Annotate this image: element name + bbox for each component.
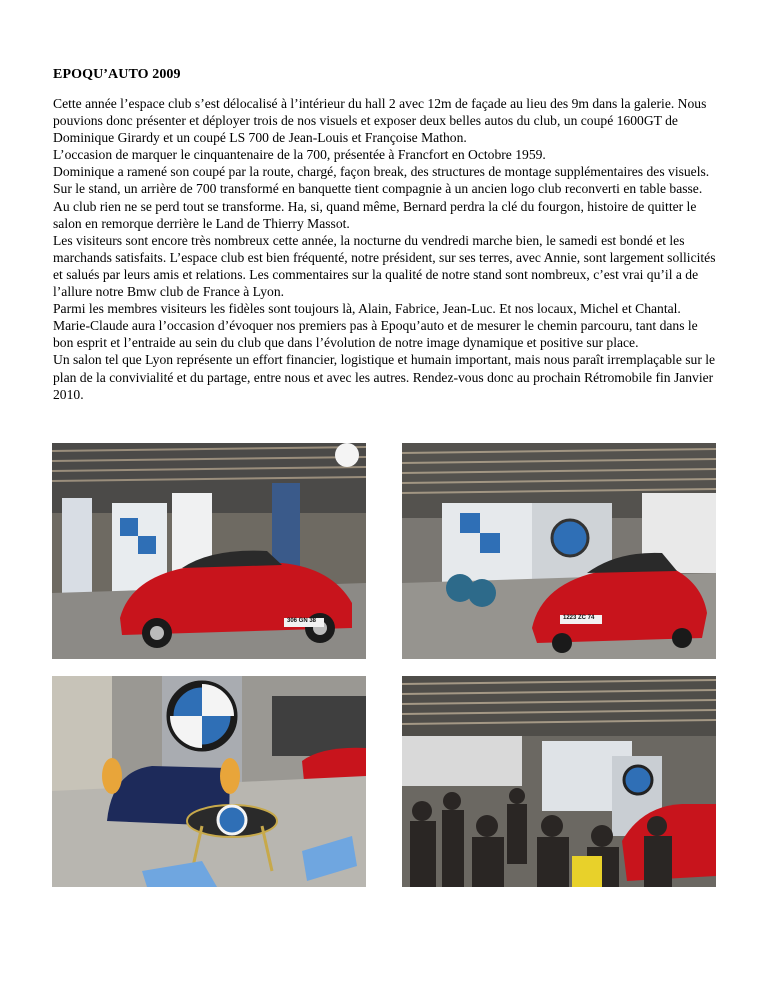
paragraph: Un salon tel que Lyon représente un effort financier, logistique et humain important, mais nous paraît irremplaçable sur le plan de la convivialité et du partage, entre nous et avec les autres. Rendez-vous donc au prochain Rétromobile fin Janvier 2010. bbox=[53, 352, 716, 402]
paragraph: Les visiteurs sont encore très nombreux cette année, la nocturne du vendredi marche bien, le samedi est bondé et les marchands satisfaits. L’espace club est bien fréquenté, notre président, sur ses terres, avec Annie, sont largement sollicités et salués par leurs amis et relations. Les commentaires sur la qualité de notre stand sont nombreux, c’est vrai qu’il a de l’allure notre Bmw club de France à Lyon. bbox=[53, 232, 716, 300]
paragraph: L’occasion de marquer le cinquantenaire de la 700, présentée à Francfort en Octobre 1959. bbox=[53, 147, 546, 163]
photo-coupe-700 bbox=[402, 443, 716, 659]
license-plate: 1223 ZC 74 bbox=[563, 615, 595, 621]
paragraph: Cette année l’espace club s’est délocalisé à l’intérieur du hall 2 avec 12m de façade au lieu des 9m dans la galerie. Nous pouvions donc présenter et déployer trois de nos visuels et exposer deux belles autos du club, un coupé 1600GT de Dominique Girardy et un coupé LS 700 de Jean-Louis et Françoise Mathon. bbox=[53, 96, 707, 146]
photo-bench-and-logo-table bbox=[52, 676, 366, 887]
paragraph: Dominique a ramené son coupé par la route, chargé, façon break, des structures de montage supplémentaires des visuels. Sur le stand, un arrière de 700 transformé en banquette tient compagnie à un ancien logo club reconverti en table basse. Au club rien ne se perd tout se transforme. Ha, si, quand même, Bernard perdra la clé du fourgon, histoire de quitter le salon en remorque derrière le Land de Thierry Massot. bbox=[53, 164, 710, 231]
document-title: EPOQU’AUTO 2009 bbox=[53, 67, 181, 82]
photo-coupe-1600gt bbox=[52, 443, 366, 659]
paragraph: Parmi les membres visiteurs les fidèles sont toujours là, Alain, Fabrice, Jean-Luc. Et nos locaux, Michel et Chantal. bbox=[53, 301, 681, 317]
photo-stand-visitors bbox=[402, 676, 716, 887]
license-plate: 306 GN 38 bbox=[287, 618, 317, 624]
paragraph: Marie-Claude aura l’occasion d’évoquer nos premiers pas à Epoqu’auto et de mesurer le chemin parcouru, tant dans le bon esprit et l’entraide au sein du club que dans l’évolution de notre image dynamique et positive sur place. bbox=[53, 318, 698, 351]
article-body bbox=[53, 95, 719, 403]
